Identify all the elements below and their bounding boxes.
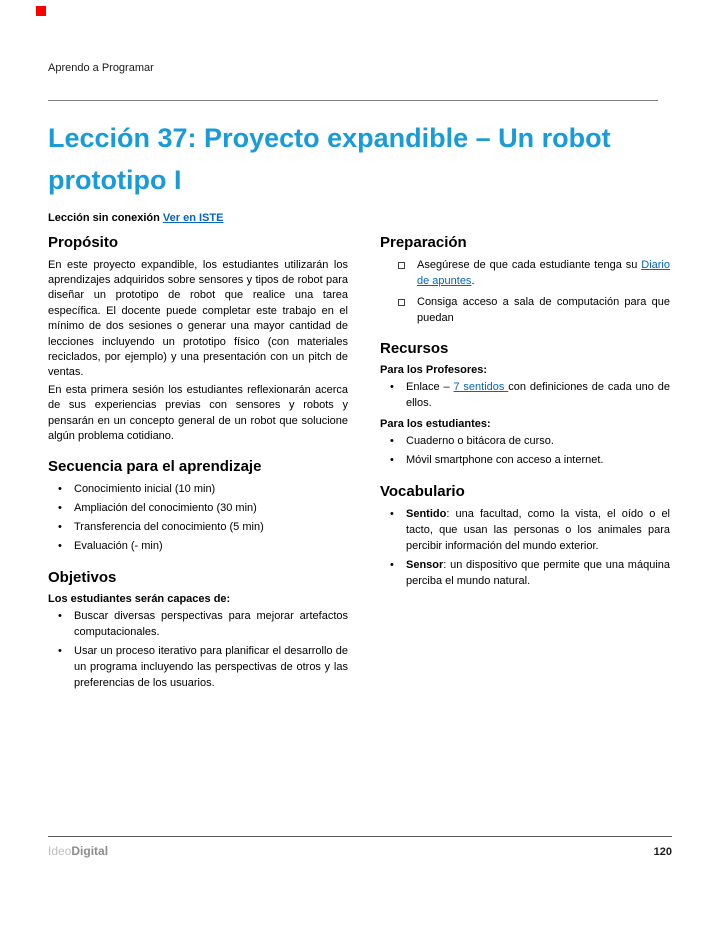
proposito-heading: Propósito xyxy=(48,233,118,251)
recursos-heading: Recursos xyxy=(380,340,449,358)
vocab-term: Sentido xyxy=(406,508,447,521)
iste-link[interactable]: Ver en ISTE xyxy=(162,211,224,224)
list-item: • Cuaderno o bitácora de curso. xyxy=(380,434,670,450)
preparacion-heading: Preparación xyxy=(380,233,467,251)
recursos-profesores-label: Para los Profesores: xyxy=(380,364,487,377)
corner-red-marker xyxy=(36,6,46,16)
header-divider xyxy=(48,100,658,101)
text-segment: Asegúrese de que cada estudiante tenga su xyxy=(417,258,642,271)
list-item: • Transferencia del conocimiento (5 min) xyxy=(48,520,348,536)
secuencia-heading: Secuencia para el aprendizaje xyxy=(48,458,262,476)
proposito-paragraph-1: En este proyecto expandible, los estudiantes utilizarán los aprendizajes adquiridos sobre sensores y tipos de robot para diseñar un prototipo de robot que realice una tarea específica. El docente puede completar este trabajo en el mínimo de dos sesiones o generar una mayor cantidad de lecciones incluyendo un prototipo físico (con materiales reciclados, por ejemplo) y una presentación con un pitch de ventas. xyxy=(48,258,348,379)
checkbox-square-icon xyxy=(398,299,405,306)
proposito-paragraph-2: En esta primera sesión los estudiantes reflexionarán acerca de sus experiencias previas con sensores y robots y pensarán en un concepto general de un robot que solucione algún problema cotidiano. xyxy=(48,383,348,442)
objetivos-heading: Objetivos xyxy=(48,569,117,587)
list-item xyxy=(380,507,670,555)
page-content xyxy=(48,118,670,698)
text-segment: Enlace – xyxy=(406,381,454,394)
lesson-meta xyxy=(48,212,670,224)
diario-apuntes-link[interactable]: Diario de apuntes xyxy=(417,258,670,287)
lesson-mode-label: Lección sin conexión xyxy=(48,211,163,224)
list-item xyxy=(380,558,670,590)
left-column xyxy=(48,234,348,698)
vocabulario-heading: Vocabulario xyxy=(380,483,465,501)
objetivos-list xyxy=(48,609,348,692)
page-footer xyxy=(48,836,672,858)
siete-sentidos-link[interactable]: 7 sentidos xyxy=(453,381,509,394)
list-item: • Buscar diversas perspectivas para mejorar artefactos computacionales. xyxy=(48,609,348,641)
footer-brand-bold: Digital xyxy=(71,844,109,858)
preparacion-item xyxy=(380,258,670,290)
recursos-profesores-list xyxy=(380,380,670,412)
list-item: • Móvil smartphone con acceso a internet. xyxy=(380,453,670,469)
footer-brand xyxy=(48,844,108,858)
vocab-term: Sensor xyxy=(406,559,444,571)
list-item: • Usar un proceso iterativo para planificar el desarrollo de un programa incluyendo las perspectivas de otros y las preferencias de los usuarios. xyxy=(48,644,348,692)
vocab-definition: : un dispositivo que permite que una máquina perciba el mundo natural. xyxy=(406,559,670,587)
recursos-estudiantes-label: Para los estudiantes: xyxy=(380,418,491,431)
list-item: • Ampliación del conocimiento (30 min) xyxy=(48,501,348,517)
objetivos-intro: Los estudiantes serán capaces de: xyxy=(48,593,231,606)
checkbox-square-icon xyxy=(398,262,405,269)
recursos-estudiantes-list xyxy=(380,434,670,469)
page-header xyxy=(48,62,658,101)
list-item xyxy=(380,380,670,412)
two-column-layout xyxy=(48,234,670,698)
preparacion-item-text: Consiga acceso a sala de computación para que puedan xyxy=(417,295,670,324)
text-segment: . xyxy=(471,274,475,287)
page-number: 120 xyxy=(653,846,672,858)
preparacion-item xyxy=(380,295,670,327)
list-item: • Evaluación (- min) xyxy=(48,539,348,555)
preparacion-item-text xyxy=(417,258,670,290)
list-item: • Conocimiento inicial (10 min) xyxy=(48,482,348,498)
vocabulario-list xyxy=(380,507,670,590)
right-column xyxy=(380,234,670,596)
text-segment: con definiciones de cada uno de ellos. xyxy=(406,381,670,410)
page-title: Lección 37: Proyecto expandible – Un robot prototipo I xyxy=(48,123,611,195)
secuencia-list xyxy=(48,482,348,555)
vocab-definition: : una facultad, como la vista, el oído o el tacto, que usan las personas o los animales para percibir información del mundo exterior. xyxy=(406,508,670,553)
header-brand: Aprendo a Programar xyxy=(48,62,154,74)
footer-brand-light: Ideo xyxy=(48,844,72,858)
